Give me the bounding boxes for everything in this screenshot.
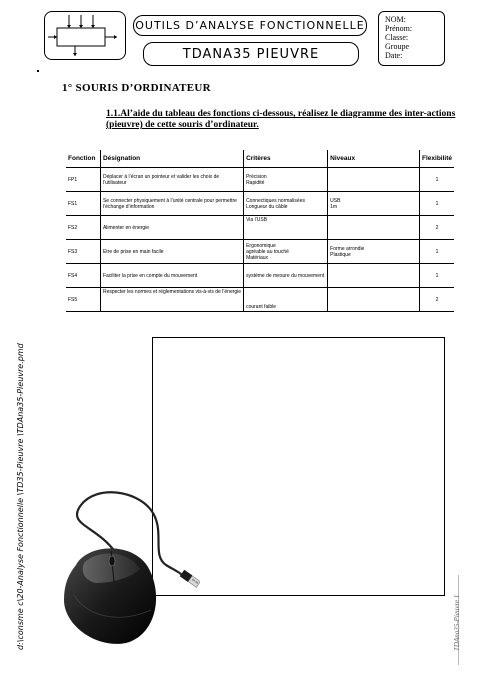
computer-mouse-image — [56, 485, 200, 650]
table-row — [66, 168, 454, 192]
cell-niveaux — [328, 168, 420, 192]
cell-flexibilite: 1 — [420, 264, 454, 288]
cell-flexibilite: 1 — [420, 168, 454, 192]
cell-designation: Se connecter physiquement à l’unité centrale pour permettre l’échange d’information — [100, 192, 243, 216]
stray-dot — [37, 70, 39, 72]
exercise-instruction: 1.1.Al’aide du tableau des fonctions ci-dessous, réalisez le diagramme des inter-actions (pieuvre) de cette souris d’ordinateur. — [106, 109, 456, 130]
doc-title: OUTILS D’ANALYSE FONCTIONNELLE — [133, 15, 367, 36]
cell-criteres: Ergonomique agréable au touché Matériaux — [244, 240, 328, 264]
table-row — [66, 240, 454, 264]
cell-designation: Faciliter la prise en compte du mouvement — [100, 264, 243, 288]
black-box-diagram-icon — [45, 12, 125, 59]
functions-table — [66, 150, 454, 312]
cell-niveaux — [328, 216, 420, 240]
table-header-row — [66, 150, 454, 168]
cell-designation: Respecter les normes et réglementations vis-à-vis de l’énergie — [100, 288, 243, 312]
col-header-designation: Désignation — [100, 150, 243, 168]
cell-fonction: FP1 — [66, 168, 100, 192]
table-row — [66, 264, 454, 288]
cell-fonction: FS1 — [66, 192, 100, 216]
footer-page-id: TDAna35-Pieuvre 1 — [453, 594, 461, 651]
cell-niveaux: USB 1m — [328, 192, 420, 216]
info-firstname-label: Prénom: — [385, 24, 413, 33]
cell-criteres: Connectiques normalisées Longueur du câble — [244, 192, 328, 216]
cell-fonction: FS5 — [66, 288, 100, 312]
cell-criteres: Via l’USB — [244, 216, 328, 240]
cell-flexibilite: 1 — [420, 192, 454, 216]
cell-niveaux: Forme arrondie Plastique — [328, 240, 420, 264]
col-header-niveaux: Niveaux — [328, 150, 420, 168]
info-date-label: Date: — [385, 51, 403, 60]
cell-criteres: système de mesure du mouvement — [244, 264, 328, 288]
black-box-logo — [44, 11, 126, 60]
doc-subtitle: TDANA35 PIEUVRE — [143, 42, 359, 66]
cell-designation: Alimenter en énergie — [100, 216, 243, 240]
section-title: 1° SOURIS D’ORDINATEUR — [62, 82, 211, 94]
cell-designation: Etre de prise en main facile — [100, 240, 243, 264]
cell-fonction: FS3 — [66, 240, 100, 264]
cell-criteres: Précision Rapidité — [244, 168, 328, 192]
cell-designation: Déplacer à l’écran un pointeur et valider les choix de l’utilisateur — [100, 168, 243, 192]
cell-niveaux — [328, 288, 420, 312]
table-row — [66, 192, 454, 216]
col-header-criteres: Critères — [244, 150, 328, 168]
cell-niveaux — [328, 264, 420, 288]
table-row — [66, 288, 454, 312]
info-name-label: NOM: — [385, 15, 406, 24]
student-info-box — [378, 11, 445, 66]
col-header-flexibilite: Flexibilité — [420, 150, 454, 168]
cell-fonction: FS4 — [66, 264, 100, 288]
col-header-fonction: Fonction — [66, 150, 100, 168]
cell-fonction: FS2 — [66, 216, 100, 240]
info-group-label: Groupe — [385, 42, 409, 51]
file-path-label: d:\consme c\20-Analyse Fonctionnelle \TD35-Pieuvre \TDAna35-Pieuvre.pmd — [16, 343, 25, 650]
cell-flexibilite: 2 — [420, 288, 454, 312]
table-row — [66, 216, 454, 240]
cell-criteres: courant faible — [244, 288, 328, 312]
cell-flexibilite: 2 — [420, 216, 454, 240]
cell-flexibilite: 1 — [420, 240, 454, 264]
info-class-label: Classe: — [385, 33, 409, 42]
